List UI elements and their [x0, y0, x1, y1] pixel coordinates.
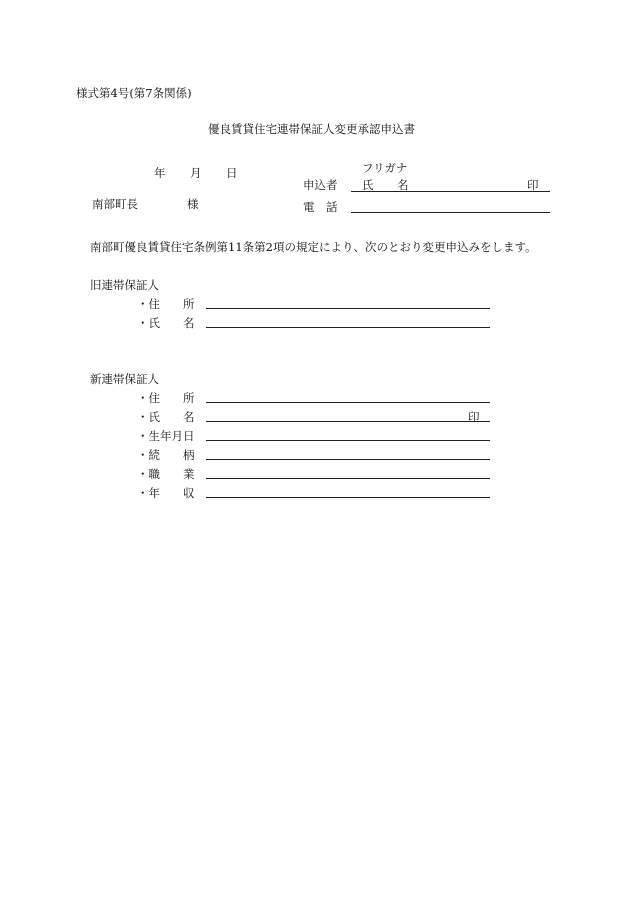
date-month-label: 月 [190, 166, 202, 180]
new-income-label-2: 収 [183, 486, 195, 500]
old-guarantor-heading: 旧連帯保証人 [90, 278, 159, 292]
applicant-name-label-1: 氏 [362, 178, 374, 192]
phone-label-1: 電 [303, 200, 315, 214]
new-birthdate-line[interactable] [206, 440, 490, 441]
document-title: 優良賃貸住宅連帯保証人変更承認申込書 [208, 122, 415, 136]
old-name-line[interactable] [206, 327, 490, 328]
date-day-label: 日 [226, 166, 238, 180]
new-name-label-1: ・氏 [137, 410, 160, 424]
old-name-label-1: ・氏 [137, 316, 160, 330]
new-income-line[interactable] [206, 497, 490, 498]
new-occupation-label-2: 業 [183, 467, 195, 481]
date-year-label: 年 [154, 166, 166, 180]
form-number: 様式第4号(第7条関係) [76, 86, 192, 100]
applicant-name-line[interactable] [351, 191, 550, 192]
new-income-label-1: ・年 [137, 486, 160, 500]
new-occupation-label-1: ・職 [137, 467, 160, 481]
old-address-label-2: 所 [183, 297, 195, 311]
applicant-name-label-2: 名 [397, 178, 409, 192]
furigana-label: フリガナ [362, 161, 408, 175]
new-guarantor-heading: 新連帯保証人 [90, 372, 159, 386]
new-name-line[interactable] [206, 421, 490, 422]
new-birthdate-label: ・生年月日 [137, 429, 195, 443]
new-relation-line[interactable] [206, 459, 490, 460]
addressee-town: 南部町長 [92, 197, 138, 211]
phone-label-2: 話 [326, 200, 338, 214]
new-address-label-2: 所 [183, 391, 195, 405]
phone-line[interactable] [351, 212, 550, 213]
new-relation-label-2: 柄 [183, 448, 195, 462]
old-name-label-2: 名 [183, 316, 195, 330]
new-relation-label-1: ・続 [137, 448, 160, 462]
new-seal-mark: 印 [468, 410, 480, 424]
new-occupation-line[interactable] [206, 478, 490, 479]
applicant-label: 申込者 [303, 178, 338, 192]
old-address-line[interactable] [206, 308, 490, 309]
new-address-line[interactable] [206, 402, 490, 403]
addressee-honorific: 様 [187, 197, 199, 211]
old-address-label-1: ・住 [137, 297, 160, 311]
new-address-label-1: ・住 [137, 391, 160, 405]
body-statement: 南部町優良賃貸住宅条例第11条第2項の規定により、次のとおり変更申込みをします。 [90, 240, 537, 254]
applicant-seal-mark: 印 [527, 178, 539, 192]
new-name-label-2: 名 [183, 410, 195, 424]
